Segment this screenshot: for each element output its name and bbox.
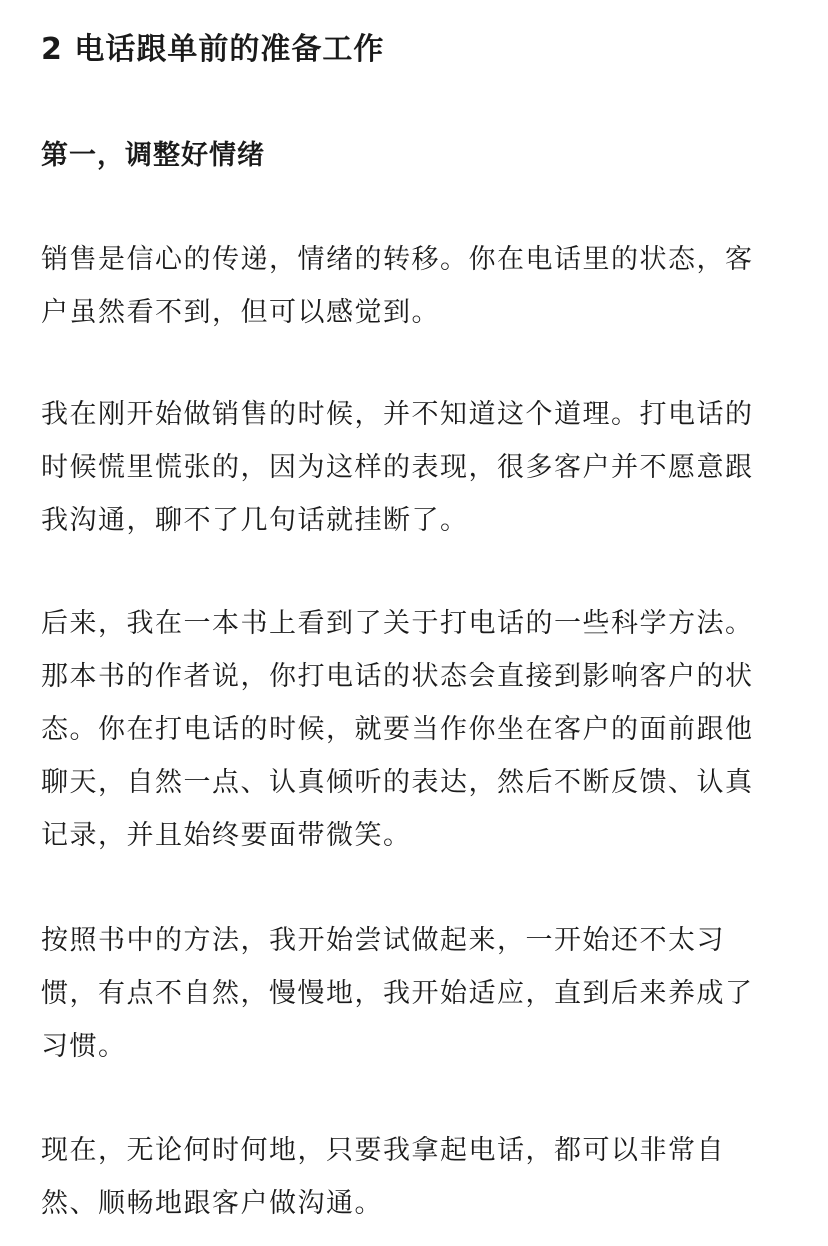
paragraph — [41, 597, 754, 862]
paragraph-line: 那本书的作者说，你打电话的状态会直接到影响客户的状 — [41, 661, 754, 692]
paragraph-line: 后来，我在一本书上看到了关于打电话的一些科学方法。 — [41, 608, 754, 639]
paragraph — [41, 388, 754, 547]
paragraph-line: 销售是信心的传递，情绪的转移。你在电话里的状态，客 — [41, 244, 754, 275]
paragraph-line: 我沟通，聊不了几句话就挂断了。 — [41, 505, 469, 536]
paragraph-line: 惯，有点不自然，慢慢地，我开始适应，直到后来养成了 — [41, 978, 754, 1009]
section-title: 2 电话跟单前的准备工作 — [41, 32, 385, 67]
paragraph — [41, 233, 754, 339]
paragraph-line: 按照书中的方法，我开始尝试做起来，一开始还不太习 — [41, 925, 725, 956]
paragraph-line: 我在刚开始做销售的时候，并不知道这个道理。打电话的 — [41, 399, 754, 430]
paragraph-line: 然、顺畅地跟客户做沟通。 — [41, 1188, 383, 1219]
paragraph — [41, 914, 754, 1073]
paragraph — [41, 1124, 725, 1230]
paragraph-line: 现在，无论何时何地，只要我拿起电话，都可以非常自 — [41, 1135, 725, 1166]
paragraph-line: 态。你在打电话的时候，就要当作你坐在客户的面前跟他 — [41, 714, 754, 745]
paragraph-line: 习惯。 — [41, 1031, 127, 1062]
paragraph-line: 聊天，自然一点、认真倾听的表达，然后不断反馈、认真 — [41, 767, 754, 798]
subheading: 第一，调整好情绪 — [41, 140, 265, 171]
paragraph-line: 时候慌里慌张的，因为这样的表现，很多客户并不愿意跟 — [41, 452, 754, 483]
paragraph-line: 记录，并且始终要面带微笑。 — [41, 820, 412, 851]
paragraph-line: 户虽然看不到，但可以感觉到。 — [41, 297, 440, 328]
